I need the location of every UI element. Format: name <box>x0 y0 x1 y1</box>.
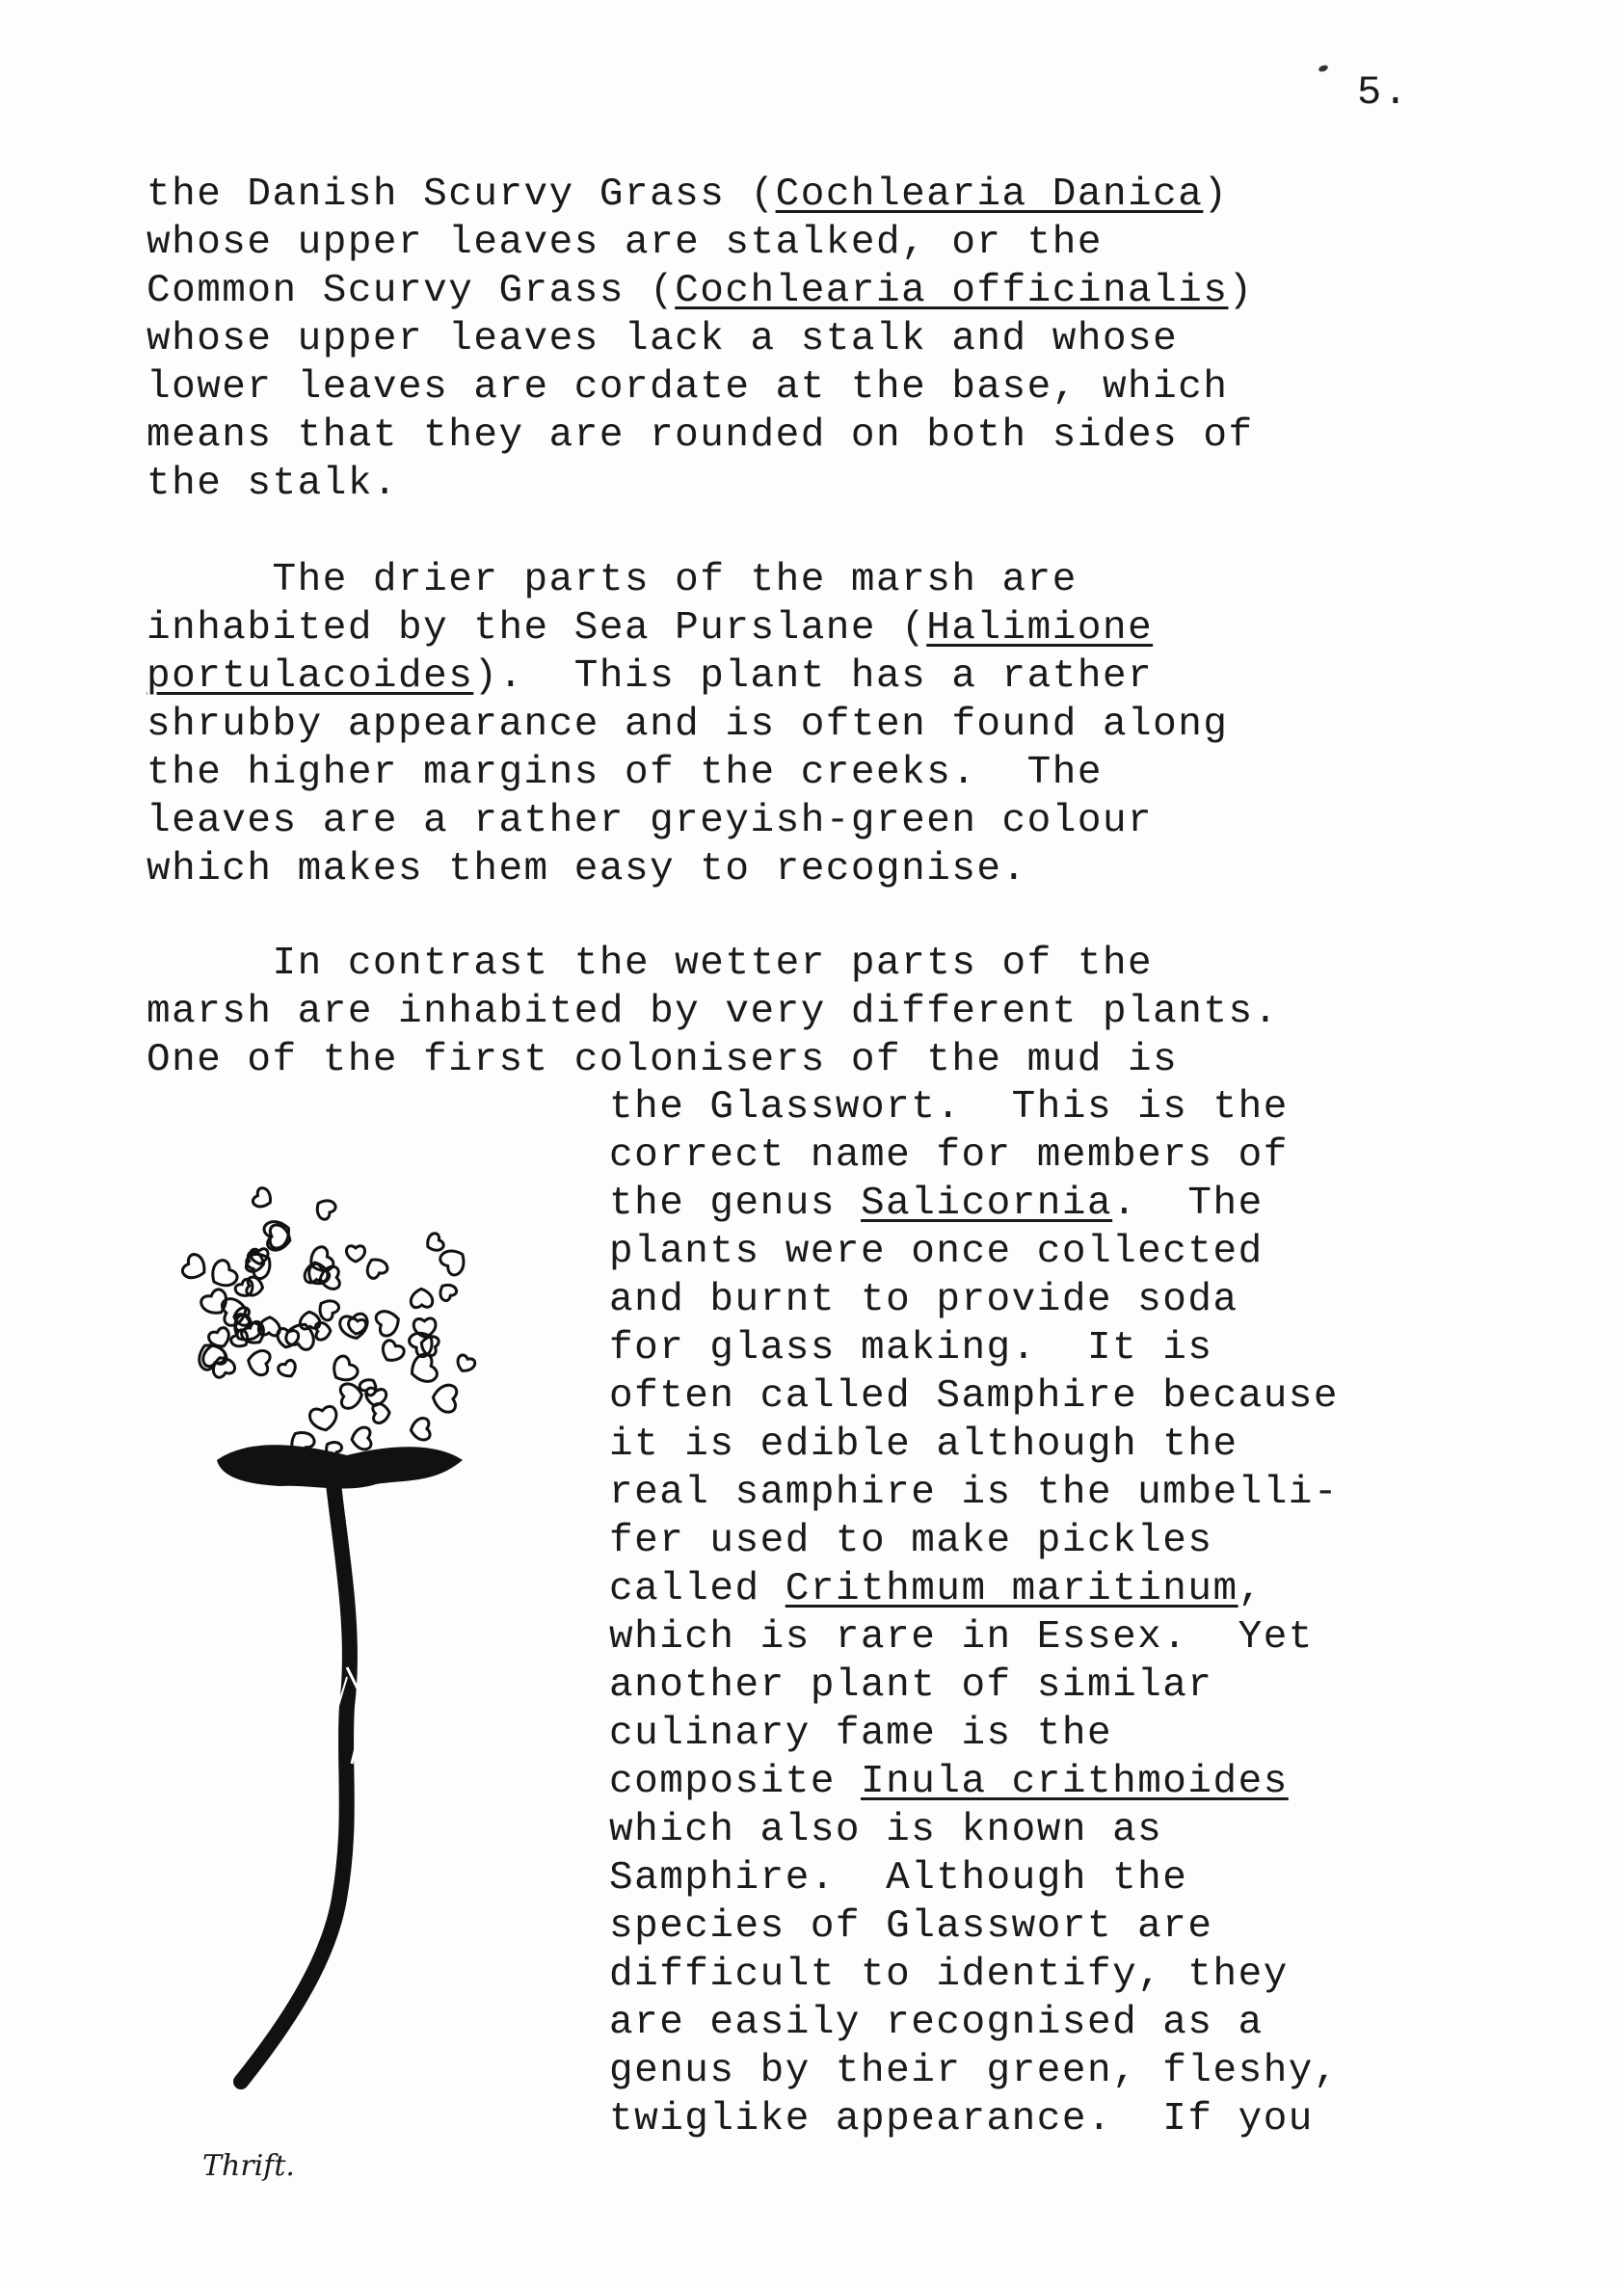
text-line <box>609 1902 1339 1951</box>
text-line <box>146 749 1228 797</box>
text-run: which makes them easy to recognise. <box>146 847 1027 891</box>
text-run: fer used to make pickles <box>609 1519 1213 1563</box>
species-name: Salicornia <box>861 1182 1113 1226</box>
text-line <box>146 988 1279 1036</box>
petal <box>315 1322 331 1341</box>
petal <box>252 1186 275 1211</box>
text-run: One of the first colonisers of the mud is <box>146 1038 1179 1082</box>
text-line <box>146 1036 1279 1084</box>
ink-speck <box>1318 64 1328 72</box>
text-run: plants were once collected <box>609 1230 1264 1274</box>
text-line <box>146 652 1228 701</box>
text-run: difficult to identify, they <box>609 1953 1289 1997</box>
text-run: species of Glasswort are <box>609 1904 1213 1949</box>
text-run: inhabited by the Sea Purslane ( <box>146 606 927 651</box>
text-line <box>609 1372 1339 1421</box>
text-run: composite <box>609 1760 862 1804</box>
petal <box>246 1348 271 1376</box>
page-number: 5. <box>1357 69 1410 116</box>
text-line <box>146 701 1228 749</box>
text-line <box>146 412 1254 460</box>
text-run: ) <box>1228 269 1254 313</box>
text-line <box>146 219 1254 267</box>
petal <box>351 1427 371 1450</box>
text-line <box>609 1662 1339 1710</box>
species-name: Crithmum maritinum <box>785 1567 1238 1611</box>
text-run: the stalk. <box>146 462 399 506</box>
paragraph-scurvy-grass <box>146 171 1254 508</box>
petal <box>411 1289 433 1308</box>
species-name: Cochlearia officinalis <box>675 269 1229 313</box>
petal <box>454 1354 476 1375</box>
text-run: shrubby appearance and is often found along <box>146 703 1229 747</box>
text-run: In contrast the wetter parts of the <box>146 942 1154 986</box>
text-run: Samphire. Although the <box>609 1856 1188 1901</box>
text-line <box>146 315 1254 363</box>
text-line <box>609 2047 1339 2095</box>
text-run: , <box>1238 1567 1264 1611</box>
text-run: lower leaves are cordate at the base, which <box>146 365 1229 410</box>
petal <box>436 1281 458 1303</box>
text-line <box>609 1228 1339 1276</box>
petal <box>277 1359 299 1380</box>
species-name: Halimione <box>926 606 1154 651</box>
text-run: The drier parts of the marsh are <box>146 558 1078 602</box>
petal <box>362 1255 388 1280</box>
text-run: the Danish Scurvy Grass ( <box>146 173 776 217</box>
text-run: whose upper leaves are stalked, or the <box>146 221 1103 265</box>
text-run: twiglike appearance. If you <box>609 2097 1314 2141</box>
text-line <box>609 1951 1339 1999</box>
text-line <box>609 1180 1339 1228</box>
text-run: called <box>609 1567 785 1611</box>
petal <box>328 1353 360 1386</box>
text-line <box>146 845 1228 893</box>
text-line <box>146 460 1254 508</box>
text-line <box>609 1710 1339 1758</box>
text-line <box>609 1999 1339 2047</box>
text-run: culinary fame is the <box>609 1712 1113 1756</box>
text-run: ) <box>1203 173 1229 217</box>
text-line <box>609 1517 1339 1565</box>
text-run: means that they are rounded on both sides of <box>146 413 1254 458</box>
text-line <box>609 2095 1339 2143</box>
petal <box>378 1339 406 1366</box>
text-line <box>609 1565 1339 1613</box>
text-line <box>146 267 1254 315</box>
text-run: genus by their green, fleshy, <box>609 2049 1340 2093</box>
petal <box>410 1418 430 1441</box>
paragraph-glasswort <box>609 1083 1339 2143</box>
petal <box>346 1246 364 1262</box>
petal <box>312 1196 337 1222</box>
text-run: the higher margins of the creeks. The <box>146 751 1103 795</box>
species-name: portulacoides <box>146 654 474 699</box>
text-line <box>609 1854 1339 1902</box>
text-line <box>146 363 1254 412</box>
text-run: which is rare in Essex. Yet <box>609 1615 1314 1660</box>
text-line <box>609 1276 1339 1324</box>
text-run: are easily recognised as a <box>609 2001 1264 2045</box>
text-line <box>146 604 1228 652</box>
text-line <box>609 1131 1339 1180</box>
petal <box>423 1232 445 1254</box>
text-run: often called Samphire because <box>609 1374 1340 1419</box>
text-run: Common Scurvy Grass ( <box>146 269 676 313</box>
text-line <box>146 556 1228 604</box>
text-run: correct name for members of <box>609 1133 1289 1178</box>
text-line <box>609 1806 1339 1854</box>
petal <box>308 1405 338 1432</box>
text-run: ). This plant has a rather <box>473 654 1154 699</box>
petal <box>432 1384 457 1413</box>
illustration-caption: Thrift. <box>202 2149 295 2183</box>
text-line <box>146 171 1254 219</box>
text-run: real samphire is the umbelli- <box>609 1471 1340 1515</box>
text-run: and burnt to provide soda <box>609 1278 1238 1322</box>
paragraph-wetter-parts <box>146 940 1279 1084</box>
text-run: the genus <box>609 1182 862 1226</box>
petal <box>373 1403 390 1423</box>
species-name: Inula crithmoides <box>861 1760 1289 1804</box>
text-run: another plant of similar <box>609 1663 1213 1708</box>
species-name: Cochlearia Danica <box>775 173 1204 217</box>
text-line <box>609 1421 1339 1469</box>
paragraph-sea-purslane <box>146 556 1228 893</box>
text-run: leaves are a rather greyish-green colour <box>146 799 1154 843</box>
text-line <box>146 940 1279 988</box>
text-run: which also is known as <box>609 1808 1163 1852</box>
text-run: whose upper leaves lack a stalk and whose <box>146 317 1179 361</box>
text-run: . The <box>1112 1182 1264 1226</box>
text-run: for glass making. It is <box>609 1326 1213 1370</box>
petal <box>374 1307 402 1337</box>
text-line <box>609 1324 1339 1372</box>
text-run: marsh are inhabited by very different plants. <box>146 990 1279 1034</box>
text-line <box>609 1083 1339 1131</box>
text-line <box>146 797 1228 845</box>
petal <box>180 1252 209 1283</box>
text-line <box>609 1613 1339 1662</box>
petal <box>193 1339 227 1371</box>
text-line <box>609 1469 1339 1517</box>
text-line <box>609 1758 1339 1806</box>
text-run: the Glasswort. This is the <box>609 1085 1289 1130</box>
thrift-illustration <box>116 1089 598 2120</box>
text-run: it is edible although the <box>609 1423 1238 1467</box>
